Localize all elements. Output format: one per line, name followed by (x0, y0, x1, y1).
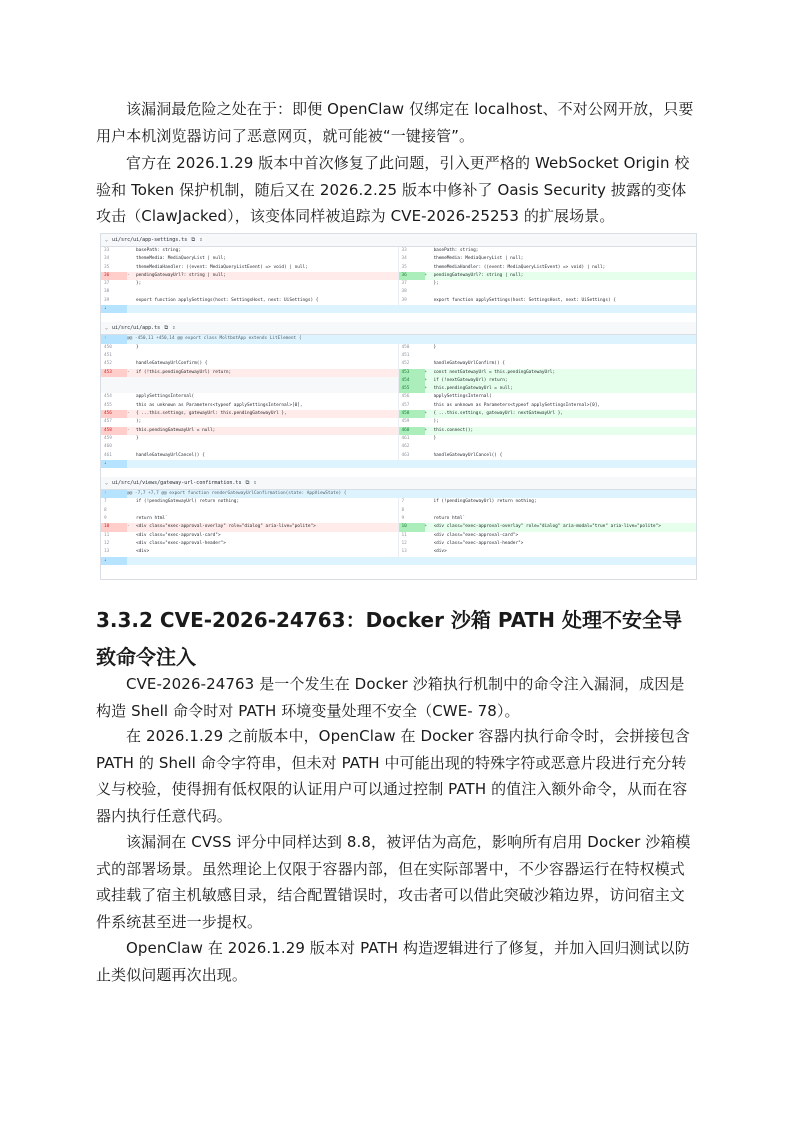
diff-row (101, 532, 696, 540)
diff-side-right (399, 443, 697, 451)
diff-sign (425, 264, 434, 272)
diff-sign (425, 288, 434, 296)
diff-sign (127, 498, 136, 506)
diff-sign (127, 280, 136, 288)
line-number: 462 (401, 444, 410, 450)
diff-row (101, 297, 696, 305)
diff-side-right (399, 264, 697, 272)
line-number: 461 (401, 435, 410, 441)
code-line: <div class="exec-approval-header"> (433, 540, 524, 546)
line-number: 451 (401, 352, 410, 358)
diff-side-left (101, 288, 399, 296)
diff-sign (127, 532, 136, 540)
diff-file-header (101, 322, 696, 335)
line-number: 7 (104, 499, 107, 505)
diff-side-left (101, 393, 399, 401)
code-line: export function applySettings(host: SettingsHost, next: UiSettings) { (136, 297, 319, 303)
code-line: basePath: string; (433, 248, 479, 253)
line-number: 8 (401, 507, 405, 513)
diff-sign: + (424, 377, 428, 383)
diff-side-right (399, 498, 697, 506)
diff-side-left (101, 402, 399, 410)
diff-expand-row[interactable] (101, 460, 696, 468)
line-number: 460 (399, 427, 425, 435)
diff-row (101, 523, 696, 531)
diff-sign (425, 393, 434, 401)
line-number: 39 (104, 297, 110, 303)
expand-up-icon[interactable]: ⇡ (101, 335, 127, 343)
code-line: this as unknown as Parameters<typeof applySettingsInternal>[0], (136, 402, 303, 408)
chevron-down-icon[interactable]: ⌄ (105, 237, 109, 243)
diff-sign (127, 393, 136, 401)
diff-hunk-header (101, 490, 696, 498)
diff-row (101, 443, 696, 451)
expand-icon[interactable]: ⇕ (172, 325, 176, 332)
diff-sign (127, 352, 136, 360)
diff-side-right (399, 452, 697, 460)
diff-side-left (101, 540, 399, 548)
diff-side-left (101, 377, 399, 385)
line-number: 12 (104, 540, 110, 546)
diff-sign: + (424, 427, 428, 433)
diff-side-right (399, 255, 697, 263)
line-number: 13 (104, 549, 110, 555)
diff-side-right (399, 548, 697, 556)
diff-side-right (399, 352, 697, 360)
diff-side-right (399, 532, 697, 540)
diff-side-left (101, 507, 399, 515)
diff-row (101, 360, 696, 368)
diff-row (101, 452, 696, 460)
expand-down-icon[interactable]: ⇣ (101, 557, 127, 565)
diff-side-right (399, 297, 697, 305)
diff-row (101, 515, 696, 523)
diff-row (101, 247, 696, 255)
diff-sign (127, 443, 136, 451)
diff-side-left (101, 498, 399, 506)
diff-sign (127, 297, 136, 305)
line-number: 33 (401, 248, 407, 253)
diff-side-right (399, 385, 697, 393)
line-number: 8 (104, 507, 107, 513)
diff-sign (425, 344, 434, 352)
diff-sign: + (424, 411, 428, 417)
diff-sign (127, 418, 136, 426)
line-number: 36 (399, 272, 425, 280)
diff-sign (425, 548, 434, 556)
code-line: }; (433, 281, 439, 287)
line-number: 454 (104, 394, 112, 400)
code-line: export function applySettings(host: SettingsHost, next: UiSettings) { (433, 297, 616, 303)
diff-row (101, 377, 696, 385)
diff-sign (425, 435, 434, 443)
diff-side-left (101, 247, 399, 255)
line-number: 450 (104, 344, 112, 350)
line-number: 452 (104, 361, 112, 367)
line-number: 34 (401, 256, 407, 262)
diff-side-left (101, 272, 399, 280)
chevron-down-icon[interactable]: ⌄ (105, 325, 109, 332)
diff-sign (425, 507, 434, 515)
code-line: handleGatewayUrlConfirm() { (136, 361, 208, 367)
line-number: 9 (104, 516, 107, 522)
diff-side-right (399, 360, 697, 368)
diff-sign (127, 255, 136, 263)
diff-hunk-header (101, 335, 696, 343)
diff-sign (425, 297, 434, 305)
diff-expand-row[interactable] (101, 557, 696, 565)
diff-side-left (101, 369, 399, 377)
diff-side-left (101, 264, 399, 272)
diff-sign: - (127, 427, 130, 433)
diff-sign (425, 532, 434, 540)
expand-icon[interactable]: ⇕ (253, 480, 257, 487)
line-number: 34 (104, 256, 110, 262)
diff-side-right (399, 515, 697, 523)
diff-sign (127, 402, 136, 410)
line-number: 37 (401, 281, 407, 287)
diff-side-right (399, 523, 697, 531)
diff-side-right (399, 280, 697, 288)
diff-sign (127, 360, 136, 368)
diff-side-left (101, 255, 399, 263)
diff-row (101, 272, 696, 280)
code-line: themeMedia: MediaQueryList | null; (136, 256, 226, 262)
copy-icon[interactable]: ⧉ (164, 324, 169, 331)
diff-sign: + (424, 386, 428, 392)
diff-sign (425, 515, 434, 523)
diff-side-right (399, 402, 697, 410)
diff-side-left (101, 385, 399, 393)
diff-row (101, 255, 696, 263)
diff-sign (127, 435, 136, 443)
line-number: 9 (401, 516, 405, 522)
diff-side-left (101, 360, 399, 368)
paragraph-1: 该漏洞最危险之处在于：即便 OpenClaw 仅绑定在 localhost、不对公网开放，只要用户本机浏览器访问了恶意网页，就可能被“一键接管”。 (96, 100, 694, 145)
diff-sign (127, 288, 136, 296)
diff-row (101, 369, 696, 377)
diff-row (101, 344, 696, 352)
diff-side-right (399, 540, 697, 548)
diff-sign (425, 540, 434, 548)
diff-row (101, 540, 696, 548)
file-gap (101, 313, 696, 322)
copy-icon[interactable]: ⧉ (245, 479, 250, 486)
diff-row (101, 280, 696, 288)
code-line: handleGatewayUrlCancel() { (136, 452, 205, 458)
code-line: const nextGatewayUrl = this.pendingGatewayUrl; (433, 369, 556, 375)
diff-side-left (101, 435, 399, 443)
line-number: 37 (104, 281, 110, 287)
code-line: applySettingsInternal( (136, 394, 195, 400)
code-line: handleGatewayUrlCancel() { (433, 452, 503, 458)
diff-row (101, 352, 696, 360)
line-number: 460 (104, 444, 112, 450)
line-number: 461 (104, 452, 112, 458)
code-line: return html` (433, 516, 466, 522)
diff-side-right (399, 377, 697, 385)
line-number: 456 (401, 394, 410, 400)
line-number: 10 (399, 523, 425, 531)
diff-row (101, 427, 696, 435)
paragraph-4: 在 2026.1.29 之前版本中，OpenClaw 在 Docker 容器内执行命令时，会拼接包含 PATH 的 Shell 命令字符串，但未对 PATH 中可能出现的特殊字符或恶意片段进行充分转义与校验，使得拥有低权限的认证用户可以通过控制 PATH 的值注入额外命令，从而在容器内执行任意代码。 (96, 727, 690, 825)
diff-sign (425, 443, 434, 451)
code-line: this.connect(); (433, 427, 474, 433)
code-line: basePath: string; (136, 248, 181, 253)
code-line: <div class="exec-approval-overlay" role="dialog" aria-live="polite"> (136, 524, 316, 530)
diff-side-left (101, 280, 399, 288)
diff-sign (127, 264, 136, 272)
diff-sign (425, 360, 434, 368)
line-number: 458 (101, 427, 127, 435)
diff-row (101, 548, 696, 556)
line-number: 39 (401, 297, 407, 303)
line-number: 454 (399, 377, 425, 385)
file-name: ui/src/ui/app.ts (112, 325, 161, 332)
line-number: 458 (399, 410, 425, 418)
line-number: 7 (401, 499, 405, 505)
diff-sign: - (127, 369, 130, 375)
diff-sign: + (424, 524, 428, 530)
code-line: applySettingsInternal( (433, 394, 492, 400)
line-number: 450 (401, 344, 410, 350)
code-line: ); (433, 419, 439, 425)
paragraph-3: CVE-2026-24763 是一个发生在 Docker 沙箱执行机制中的命令注入漏洞，成因是构造 Shell 命令时对 PATH 环境变量处理不安全（CWE- 78）。 (96, 675, 685, 720)
diff-side-right (399, 393, 697, 401)
code-line: this.pendingGatewayUrl = null; (433, 386, 513, 392)
diff-side-right (399, 247, 697, 255)
diff-sign (127, 507, 136, 515)
line-number: 11 (104, 532, 110, 538)
expand-down-icon[interactable]: ⇣ (101, 460, 127, 468)
diff-side-left (101, 532, 399, 540)
diff-side-left (101, 410, 399, 418)
line-number: 35 (104, 264, 110, 270)
code-line: if (!nextGatewayUrl) return; (433, 377, 508, 383)
diff-sign (425, 418, 434, 426)
line-number: 10 (101, 523, 127, 531)
code-line: themeMediaHandler: ((event: MediaQueryListEvent) => void) | null; (136, 264, 308, 270)
line-number: 455 (399, 385, 425, 393)
diff-row (101, 435, 696, 443)
line-number: 457 (104, 419, 112, 425)
diff-sign: - (127, 272, 130, 278)
diff-sign (425, 255, 434, 263)
code-line: if (!pendingGatewayUrl) return nothing; (136, 499, 240, 505)
diff-side-right (399, 435, 697, 443)
line-number: 453 (101, 369, 127, 377)
diff-row (101, 418, 696, 426)
diff-side-left (101, 352, 399, 360)
diff-file-header (101, 477, 696, 490)
expand-up-icon[interactable]: ⇡ (101, 490, 127, 498)
diff-side-right (399, 410, 697, 418)
code-line: if (!pendingGatewayUrl) return nothing; (433, 499, 537, 505)
line-number: 463 (401, 452, 410, 458)
line-number: 453 (399, 369, 425, 377)
file-name: ui/src/ui/views/gateway-url-confirmation.ts (112, 480, 242, 487)
diff-sign (127, 548, 136, 556)
diff-side-left (101, 443, 399, 451)
file-gap (101, 468, 696, 477)
diff-row (101, 507, 696, 515)
code-line: } (433, 435, 437, 441)
diff-row (101, 385, 696, 393)
line-number: 33 (104, 248, 110, 253)
copy-icon[interactable]: ⧉ (191, 236, 196, 243)
code-line: } (136, 344, 139, 350)
line-number (101, 377, 127, 385)
diff-row (101, 264, 696, 272)
diff-side-left (101, 548, 399, 556)
diff-sign: - (127, 411, 130, 417)
code-line: pendingGatewayUrl?: string | null; (136, 272, 226, 278)
diff-side-right (399, 272, 697, 280)
code-line: } (433, 344, 437, 350)
chevron-down-icon[interactable]: ⌄ (105, 480, 109, 487)
code-line: if (!this.pendingGatewayUrl) return; (136, 369, 232, 375)
code-line: } (136, 435, 139, 441)
code-line: this.pendingGatewayUrl = null; (136, 427, 216, 433)
line-number: 38 (401, 289, 407, 295)
line-number: 11 (401, 532, 407, 538)
diff-side-left (101, 523, 399, 531)
line-number: 456 (101, 410, 127, 418)
diff-sign (127, 247, 136, 255)
diff-side-left (101, 344, 399, 352)
code-line: return html` (136, 516, 168, 522)
diff-side-right (399, 344, 697, 352)
code-line: <div class="exec-approval-card"> (136, 532, 221, 538)
line-number (101, 385, 127, 393)
diff-sign (127, 515, 136, 523)
code-line: themeMedia: MediaQueryList | null; (433, 256, 524, 262)
diff-expand-row[interactable] (101, 305, 696, 313)
line-number: 38 (104, 289, 110, 295)
paragraph-2: 官方在 2026.1.29 版本中首次修复了此问题，引入更严格的 WebSocket Origin 校验和 Token 保护机制，随后又在 2026.2.25 版本中修补了 Oasis Security 披露的变体攻击（ClawJacked），该变体同样被追踪为 CVE-2026-25253 的扩展场景。 (96, 154, 690, 225)
diff-sign (425, 452, 434, 460)
expand-icon[interactable]: ⇕ (199, 237, 203, 243)
line-number: 35 (401, 264, 407, 270)
diff-side-right (399, 288, 697, 296)
diff-side-right (399, 507, 697, 515)
line-number: 457 (401, 402, 410, 408)
file-name: ui/src/ui/app-settings.ts (112, 237, 188, 243)
code-line: themeMediaHandler: ((event: MediaQueryListEvent) => void) | null; (433, 264, 606, 270)
diff-side-right (399, 369, 697, 377)
paragraph-5: 该漏洞在 CVSS 评分中同样达到 8.8，被评估为高危，影响所有启用 Docker 沙箱模式的部署场景。虽然理论上仅限于容器内部，但在实际部署中，不少容器运行在特权模式或挂载了宿主机敏感目录，结合配置错误时，攻击者可以借此突破沙箱边界，访问宿主文件系统甚至进一步提权。 (96, 833, 691, 931)
diff-sign (127, 540, 136, 548)
code-line: { ...this.settings, gatewayUrl: nextGatewayUrl }, (433, 411, 564, 417)
diff-sign (425, 352, 434, 360)
diff-sign: + (424, 369, 428, 375)
line-number: 451 (104, 352, 112, 358)
code-diff-figure (100, 233, 697, 580)
line-number: 459 (401, 419, 410, 425)
code-line: ); (136, 419, 142, 425)
expand-down-icon[interactable]: ⇣ (101, 305, 127, 313)
diff-side-left (101, 427, 399, 435)
diff-sign (127, 344, 136, 352)
diff-sign (425, 498, 434, 506)
code-line: <div class="exec-approval-header"> (136, 540, 226, 546)
code-line: this as unknown as Parameters<typeof applySettingsInternal>[0], (433, 402, 601, 408)
code-line: handleGatewayUrlConfirm() { (433, 361, 505, 367)
diff-sign: + (424, 272, 428, 278)
diff-row (101, 402, 696, 410)
diff-sign (127, 377, 136, 385)
hunk-text: @@ -450,11 +450,14 @@ export class MoltbotApp extends LitElement { (127, 336, 302, 342)
code-line: }; (136, 281, 142, 287)
diff-file-header (101, 234, 696, 247)
line-number: 12 (401, 540, 407, 546)
line-number: 36 (101, 272, 127, 280)
diff-sign (127, 452, 136, 460)
line-number: 13 (401, 549, 407, 555)
code-line: <div class="exec-approval-overlay" role="dialog" aria-modal="true" aria-live="polite"> (433, 524, 661, 530)
code-line: <div class="exec-approval-card"> (433, 532, 519, 538)
diff-row (101, 393, 696, 401)
diff-row (101, 498, 696, 506)
diff-row (101, 410, 696, 418)
diff-row (101, 288, 696, 296)
diff-side-left (101, 297, 399, 305)
section-heading: 3.3.2 CVE-2026-24763：Docker 沙箱 PATH 处理不安全导致命令注入 (96, 608, 682, 669)
paragraph-6: OpenClaw 在 2026.1.29 版本对 PATH 构造逻辑进行了修复，并加入回归测试以防止类似问题再次出现。 (96, 939, 690, 984)
code-line: pendingGatewayUrl?: string | null; (433, 272, 524, 278)
code-line: <div> (136, 549, 150, 555)
diff-sign: - (127, 524, 130, 530)
diff-sign (425, 280, 434, 288)
line-number: 459 (104, 435, 112, 441)
diff-side-left (101, 418, 399, 426)
diff-sign (127, 385, 136, 393)
line-number: 452 (401, 361, 410, 367)
diff-sign (425, 247, 434, 255)
code-line: { ...this.settings, gatewayUrl: this.pendingGatewayUrl }, (136, 411, 287, 417)
diff-sign (425, 402, 434, 410)
code-line: <div> (433, 549, 447, 555)
diff-side-left (101, 452, 399, 460)
diff-side-right (399, 427, 697, 435)
line-number: 455 (104, 402, 112, 408)
hunk-text: @@ -7,7 +7,7 @@ export function renderGatewayUrlConfirmation(state: AppViewState) { (127, 491, 347, 497)
diff-side-right (399, 418, 697, 426)
diff-side-left (101, 515, 399, 523)
